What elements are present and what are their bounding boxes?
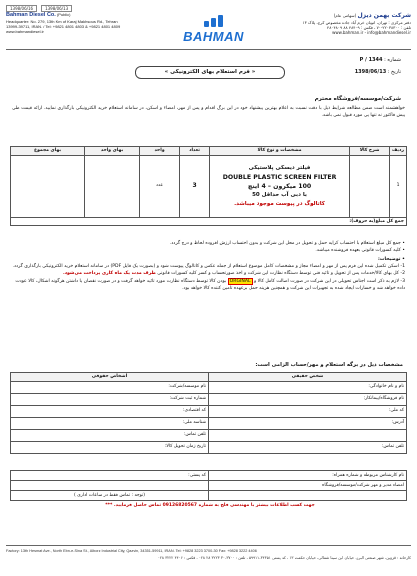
row-description <box>350 155 390 217</box>
field-blank-2 <box>11 481 209 491</box>
field-delivery-time[interactable]: تاریخ زمان تحویل کالا: <box>11 441 209 453</box>
header-unit-price: بهای واحد <box>85 147 140 156</box>
intro-paragraph: خواهشمند است ضمن مطالعه شرایط ذیل با دقت نسبت به اعلام بهترین پیشنهاد خود در این برگ اقدام و پس از مهر، امضاء و اسکن، در سامانه استعلام خرید الکترونیکی بارگذاری نمایید. ارائه قیمت طی پیش فاکتور نه تنها پی مورد قبول نمی باشد. <box>12 106 405 118</box>
signature-table-wrap <box>10 470 407 501</box>
table-row <box>11 405 407 417</box>
footer <box>6 545 411 560</box>
header-qty: تعداد <box>180 147 210 156</box>
original-highlight: ORGINAL <box>229 278 251 284</box>
sum-row <box>11 217 407 226</box>
spec-line-1: فیلتر دیسکی پلاستیکی <box>248 165 311 172</box>
field-blank[interactable] <box>209 429 407 441</box>
header-row-number: ردیف <box>390 147 407 156</box>
form-title: « فرم استعلام بهای الکترونیکی » <box>135 66 285 79</box>
phones-fa: تلفن : ۲۲۰۳۸۳۰۰-۷۰ ، فکس : ۴۸۴۰۹ ۸۸ ۴۸۰۴۸۰۹ <box>327 24 411 30</box>
spec-line-4: با دبی آب حداقل 50 <box>252 192 307 199</box>
field-company-name[interactable]: نام موسسه/شرکت: <box>11 381 209 393</box>
row-unit: عدد <box>140 155 180 217</box>
tab-date-1[interactable]: 1398/06/16 <box>6 5 37 12</box>
table-row <box>11 471 407 481</box>
letter-date <box>355 69 401 75</box>
company-name-en: Bahman Diesel Co. <box>6 12 56 18</box>
row-unit-price[interactable] <box>85 155 140 217</box>
letterhead-persian <box>271 12 411 35</box>
bahman-logo <box>156 15 271 46</box>
items-table <box>10 146 407 226</box>
required-info-title: مشخصات ذیل در برگه استعلام و مهر/حساب الزامی است: <box>255 362 403 368</box>
field-registration-number[interactable]: شماره ثبت شرکت: <box>11 393 209 405</box>
table-row <box>11 417 407 429</box>
field-national-id[interactable]: شناسه ملی: <box>11 417 209 429</box>
field-economic-code[interactable]: کد اقتصادی: <box>11 405 209 417</box>
field-blank-3 <box>209 491 407 501</box>
number-label: شماره : <box>384 57 401 63</box>
postal-en: 13999-39711, IRAN. / Tel: +9821 4801 4803 & +9821 4801 4809 <box>6 23 121 29</box>
website-en: www.bahmandiesel.ir <box>6 28 44 34</box>
items-table-wrap <box>10 146 407 226</box>
original-text-a: 3- لازم به ذکر است اجناس تحویلی در این شرکت در صورت اصالت کامل کالا و <box>254 278 405 284</box>
table-row <box>11 429 407 441</box>
address-en: Headquarter: No. 279, 13th Km of Karaj Makhsous Rd., Tehran <box>6 18 118 24</box>
header-description: شرح کالا <box>350 147 390 156</box>
logo-icon <box>204 15 223 27</box>
required-info-table <box>10 372 407 454</box>
table-row <box>11 381 407 393</box>
field-person-phone[interactable]: تلفن تماس: <box>209 441 407 453</box>
notes-heading: • توضیحات: <box>378 257 405 263</box>
company-type-en: (Public) <box>56 12 71 17</box>
original-text-b: بودن کالا توسط دستگاه نظارت مورد تائید خواهد گرفت و در صورت نقصان یا داشتن هرگونه اشکال، کالا عودت داده خواهد شد و خسارات ایجاد شده به تجهیزات این شرکت و همچنین هزینه حمل برعهده تامین کننده کالا خواهد بود. <box>15 278 405 291</box>
note-original <box>12 278 405 292</box>
field-address[interactable]: آدرس: <box>209 417 407 429</box>
table-row <box>11 491 407 501</box>
items-header-row <box>11 147 407 156</box>
table-row <box>11 393 407 405</box>
note-upload: 1- اسکن تکمیل شده این فرم پس از مهر و امضاء مجاز و مشخصات کامل موضوع استعلام از جمله عکس و کاتالوگ پیوست شود و (بصورت یک فایل PDF) در سامانه استعلام خرید الکترونیکی بارگذاری گردد. <box>12 264 405 270</box>
table-row <box>11 481 407 491</box>
letterhead <box>6 12 411 50</box>
table-row <box>11 155 407 217</box>
field-signature-stamp[interactable]: امضاء مدیر و مهر شرکت/موسسه/فروشگاه <box>209 481 407 491</box>
website-fa: www.bahman.ir - info@bahmandiesel.ir <box>332 29 411 35</box>
table-row <box>11 441 407 453</box>
note-payment <box>12 270 405 277</box>
required-info-table-wrap <box>10 372 407 454</box>
row-spec <box>210 155 350 217</box>
number-value: 1344 / P <box>359 57 383 63</box>
contact-note: جهت کسب اطلاعات بیشتر با مهندسی فلج به شماره 09126820567 تماس حاصل فرمایید. *** <box>105 503 315 508</box>
tab-date-2[interactable]: 1398/06/13 <box>41 5 72 12</box>
note-price-basis: • جمع کل مبلغ استعلام با احتساب کرایه حمل و تحویل در محل این شرکت و بدون احتساب ارزش افزوده لحاظ و درج گردد. <box>169 241 405 246</box>
payment-term: ظرف مدت یک ماه کاری پرداخت می‌شود. <box>62 271 156 277</box>
row-total[interactable] <box>11 155 85 217</box>
signature-table <box>10 470 407 501</box>
field-store-name[interactable]: نام فروشگاه/پیمانکار: <box>209 393 407 405</box>
spec-line-3: 100 میکرون – 4 اینچ <box>247 183 312 190</box>
field-national-code[interactable]: کد ملی: <box>209 405 407 417</box>
note-deductions: • کلیه کسورات قانونی بعهده فروشنده میباشد. <box>315 248 405 254</box>
letter-number <box>355 57 401 63</box>
sum-label[interactable]: جمع کل مبلغ(به حروف): <box>11 217 407 226</box>
required-info-header <box>11 373 407 382</box>
company-type-fa: (سهامی عام) <box>333 13 357 18</box>
row-number: 1 <box>390 155 407 217</box>
date-tabs <box>6 5 72 12</box>
spec-line-5: کاتالوگ در پیوست موجود میباشد. <box>234 200 325 207</box>
logo-text: BAHMAN <box>183 29 244 45</box>
date-value: 1398/06/13 <box>354 69 387 76</box>
letterhead-english <box>6 12 146 34</box>
field-company-phone[interactable]: تلفن تماس: <box>11 429 209 441</box>
header-natural-person: شخص حقیقی <box>209 373 407 382</box>
field-full-name[interactable]: نام و نام خانوادگی: <box>209 381 407 393</box>
date-label: تاریخ : <box>387 69 401 76</box>
terms-section <box>12 240 405 292</box>
spec-line-2: DOUBLE PLASTIC SCREEN FILTER <box>222 173 337 181</box>
office-hours-note: (توجه : تماس فقط در ساعات اداری ) <box>11 491 209 501</box>
company-name-fa: شرکت بهمن دیزل <box>357 12 411 19</box>
header-legal-entity: اشخاص حقوقی <box>11 373 209 382</box>
header-unit: واحد <box>140 147 180 156</box>
field-postal-code[interactable]: کد پستی: <box>11 471 209 481</box>
header-spec: مشخصات و نوع کالا <box>210 147 350 156</box>
footer-factory-fa: کارخانه : قزوین، شهر صنعتی البرز، خیابان ابن سینا شمالی، خیابان حکمت ۱۳ ، کد پستی ۳۴۳۵۱-۵۹۹۱۱ ، تلفن : ۳۷۰۰-۳۰ ۳۲۲۳ ۲۸ ۰۲۸ ، فکس : ۴۴۰۶ ۳۲۲۲ ۰۲۸ <box>157 554 411 560</box>
row-qty: 3 <box>180 155 210 217</box>
field-expert-contact[interactable]: نام کارشناس مربوطه و شماره همراه: <box>209 471 407 481</box>
header-total: بهای مجموع <box>11 147 85 156</box>
payment-text: 2- کل بهای کالا/خدمات پس از تحویل و تائید فنی توسط دستگاه نظارت این شرکت و اخذ صورتحساب و کسر کلیه کسورات قانونی <box>157 271 405 277</box>
address-fa: دفتر مرکزی : تهران، اتوبان خرم آباد جاده مخصوص کرج، پلاک ۱۳ <box>302 19 411 25</box>
addressee: شرکت/موسسه/فروشگاه محترم <box>314 96 401 102</box>
letter-meta <box>355 57 401 82</box>
footer-factory-en: Factory: 13th Hesmat Ave., North Ebn-e-Sina St., Alborz Industrial City, Qazvin, 34351-59911, IRAN. Tel: +9828 3223 3700-30 Fax: +9828 3222 4406 <box>6 549 257 553</box>
